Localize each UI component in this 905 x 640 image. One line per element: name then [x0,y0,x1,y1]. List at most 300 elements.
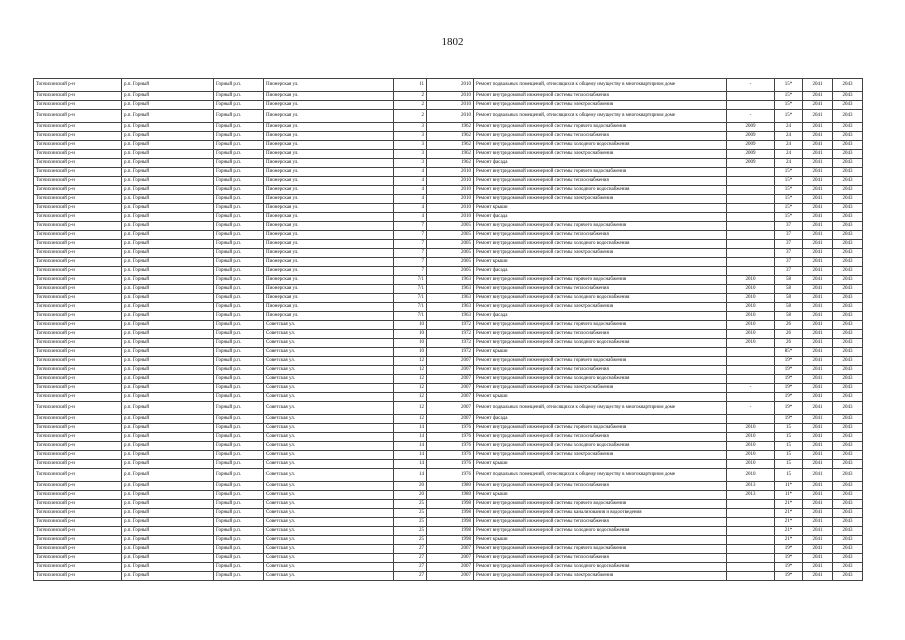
cell-settlement: р.п. Горный [122,222,214,231]
cell-period-end: 2043 [833,195,863,204]
cell-street: Советская ул. [264,375,394,384]
cell-work-type: Ремонт внутридомовой инженерной системы теплоснабжения [474,554,727,563]
cell-deadline: 58 [775,285,803,294]
cell-period-end: 2043 [833,79,863,92]
cell-build-year: 1980 [427,482,474,491]
cell-house: 27 [394,554,427,563]
cell-district: Топчихинский р-н [34,168,122,177]
cell-period-start: 2041 [803,348,833,357]
cell-last-repair [727,240,775,249]
cell-build-year: 2007 [427,572,474,581]
cell-district: Топчихинский р-н [34,92,122,101]
cell-district: Топчихинский р-н [34,330,122,339]
cell-settlement-type: Горный р.п. [214,79,264,92]
cell-build-year: 2010 [427,110,474,123]
cell-deadline: 24 [775,141,803,150]
cell-district: Топчихинский р-н [34,384,122,393]
cell-period-start: 2041 [803,159,833,168]
cell-district: Топчихинский р-н [34,357,122,366]
cell-period-end: 2043 [833,415,863,424]
table-row [34,442,863,451]
cell-last-repair: 2009 [727,123,775,132]
cell-street: Пионерская ул. [264,222,394,231]
cell-district: Топчихинский р-н [34,285,122,294]
cell-district: Топчихинский р-н [34,339,122,348]
table-row [34,469,863,482]
cell-deadline: 37 [775,249,803,258]
cell-work-type: Ремонт фасада [474,213,727,222]
cell-settlement-type: Горный р.п. [214,159,264,168]
cell-period-start: 2041 [803,460,833,469]
cell-settlement: р.п. Горный [122,442,214,451]
cell-build-year: 2010 [427,186,474,195]
cell-house: 10 [394,321,427,330]
cell-settlement: р.п. Горный [122,469,214,482]
cell-deadline: 21* [775,518,803,527]
cell-district: Топчихинский р-н [34,159,122,168]
cell-last-repair [727,267,775,276]
cell-house: 7 [394,240,427,249]
cell-district: Топчихинский р-н [34,110,122,123]
cell-district: Топчихинский р-н [34,222,122,231]
cell-work-type: Ремонт подвальных помещений, относящихся к общему имуществу в многоквартирном доме [474,79,727,92]
cell-street: Пионерская ул. [264,258,394,267]
cell-last-repair [727,509,775,518]
cell-period-end: 2043 [833,366,863,375]
cell-work-type: Ремонт крыши [474,536,727,545]
cell-district: Топчихинский р-н [34,132,122,141]
cell-district: Топчихинский р-н [34,545,122,554]
cell-settlement: р.п. Горный [122,563,214,572]
table-row [34,186,863,195]
cell-house: 2 [394,110,427,123]
cell-street: Пионерская ул. [264,195,394,204]
cell-street: Пионерская ул. [264,249,394,258]
table-row [34,366,863,375]
cell-street: Пионерская ул. [264,276,394,285]
cell-house: 14 [394,460,427,469]
cell-work-type: Ремонт внутридомовой инженерной системы холодного водоснабжения [474,442,727,451]
cell-settlement: р.п. Горный [122,204,214,213]
cell-period-end: 2043 [833,545,863,554]
cell-period-start: 2041 [803,572,833,581]
cell-last-repair [727,563,775,572]
cell-district: Топчихинский р-н [34,536,122,545]
cell-district: Топчихинский р-н [34,101,122,110]
cell-work-type: Ремонт внутридомовой инженерной системы теплоснабжения [474,177,727,186]
cell-district: Топчихинский р-н [34,258,122,267]
cell-settlement: р.п. Горный [122,348,214,357]
cell-settlement: р.п. Горный [122,123,214,132]
cell-settlement: р.п. Горный [122,491,214,500]
cell-work-type: Ремонт внутридомовой инженерной системы электроснабжения [474,451,727,460]
cell-settlement: р.п. Горный [122,321,214,330]
table-row [34,563,863,572]
cell-last-repair: 2010 [727,330,775,339]
cell-street: Советская ул. [264,554,394,563]
cell-work-type: Ремонт подвальных помещений, относящихся к общему имуществу в многоквартирном доме [474,402,727,415]
cell-period-end: 2043 [833,177,863,186]
cell-house: 3 [394,123,427,132]
cell-period-start: 2041 [803,442,833,451]
cell-street: Пионерская ул. [264,168,394,177]
cell-last-repair: 2010 [727,460,775,469]
cell-settlement: р.п. Горный [122,518,214,527]
cell-build-year: 2005 [427,249,474,258]
cell-last-repair [727,366,775,375]
cell-settlement-type: Горный р.п. [214,101,264,110]
cell-settlement-type: Горный р.п. [214,249,264,258]
cell-period-end: 2043 [833,500,863,509]
cell-settlement: р.п. Горный [122,460,214,469]
cell-period-start: 2041 [803,110,833,123]
cell-settlement: р.п. Горный [122,366,214,375]
cell-settlement-type: Горный р.п. [214,424,264,433]
cell-street: Советская ул. [264,424,394,433]
cell-period-start: 2041 [803,213,833,222]
cell-period-end: 2043 [833,393,863,402]
cell-last-repair [727,213,775,222]
cell-period-start: 2041 [803,415,833,424]
cell-settlement-type: Горный р.п. [214,563,264,572]
cell-settlement: р.п. Горный [122,168,214,177]
cell-deadline: 37 [775,231,803,240]
cell-last-repair: 2010 [727,312,775,321]
cell-build-year: 1972 [427,339,474,348]
cell-house: 2 [394,92,427,101]
cell-street: Пионерская ул. [264,132,394,141]
cell-work-type: Ремонт внутридомовой инженерной системы холодного водоснабжения [474,375,727,384]
cell-house: 12 [394,375,427,384]
cell-street: Советская ул. [264,339,394,348]
cell-deadline: 19* [775,415,803,424]
cell-street: Советская ул. [264,415,394,424]
cell-street: Пионерская ул. [264,213,394,222]
cell-work-type: Ремонт внутридомовой инженерной системы горячего водоснабжения [474,357,727,366]
cell-settlement-type: Горный р.п. [214,442,264,451]
cell-last-repair [727,101,775,110]
cell-street: Советская ул. [264,545,394,554]
cell-period-start: 2041 [803,276,833,285]
cell-district: Топчихинский р-н [34,563,122,572]
cell-district: Топчихинский р-н [34,276,122,285]
cell-period-end: 2043 [833,92,863,101]
table-row [34,402,863,415]
cell-build-year: 2005 [427,267,474,276]
cell-district: Топчихинский р-н [34,375,122,384]
cell-district: Топчихинский р-н [34,572,122,581]
cell-house: 7/1 [394,303,427,312]
table-row [34,123,863,132]
cell-deadline: 15* [775,110,803,123]
cell-work-type: Ремонт внутридомовой инженерной системы теплоснабжения [474,482,727,491]
cell-settlement: р.п. Горный [122,303,214,312]
cell-last-repair: 2013 [727,491,775,500]
table-body [34,79,863,581]
cell-build-year: 1963 [427,294,474,303]
cell-deadline: 37 [775,267,803,276]
cell-build-year: 2007 [427,415,474,424]
cell-settlement: р.п. Горный [122,258,214,267]
cell-house: 12 [394,366,427,375]
cell-build-year: 1972 [427,348,474,357]
table-row [34,213,863,222]
table-row [34,536,863,545]
cell-deadline: 15 [775,460,803,469]
cell-street: Советская ул. [264,536,394,545]
cell-period-start: 2041 [803,123,833,132]
cell-period-end: 2043 [833,572,863,581]
cell-settlement: р.п. Горный [122,110,214,123]
cell-deadline: 11* [775,491,803,500]
cell-settlement-type: Горный р.п. [214,312,264,321]
cell-deadline: 15* [775,195,803,204]
cell-work-type: Ремонт внутридомовой инженерной системы электроснабжения [474,384,727,393]
cell-period-end: 2043 [833,258,863,267]
table-row [34,424,863,433]
cell-work-type: Ремонт крыши [474,491,727,500]
cell-settlement: р.п. Горный [122,527,214,536]
cell-settlement-type: Горный р.п. [214,222,264,231]
cell-period-start: 2041 [803,563,833,572]
cell-work-type: Ремонт внутридомовой инженерной системы теплоснабжения [474,518,727,527]
cell-house: 12 [394,415,427,424]
cell-settlement: р.п. Горный [122,276,214,285]
cell-last-repair: 2010 [727,442,775,451]
cell-street: Советская ул. [264,572,394,581]
cell-build-year: 2005 [427,240,474,249]
cell-settlement-type: Горный р.п. [214,500,264,509]
table-row [34,357,863,366]
cell-build-year: 1962 [427,132,474,141]
cell-period-end: 2043 [833,294,863,303]
cell-settlement-type: Горный р.п. [214,469,264,482]
cell-settlement-type: Горный р.п. [214,294,264,303]
cell-deadline: 58 [775,294,803,303]
cell-district: Топчихинский р-н [34,186,122,195]
cell-deadline: 15* [775,186,803,195]
cell-deadline: 26 [775,321,803,330]
cell-district: Топчихинский р-н [34,433,122,442]
cell-settlement-type: Горный р.п. [214,240,264,249]
table-row [34,312,863,321]
table-row [34,195,863,204]
cell-work-type: Ремонт внутридомовой инженерной системы теплоснабжения [474,132,727,141]
cell-street: Советская ул. [264,330,394,339]
cell-build-year: 2007 [427,545,474,554]
cell-house: 25 [394,500,427,509]
table-row [34,204,863,213]
cell-settlement-type: Горный р.п. [214,258,264,267]
cell-build-year: 1963 [427,285,474,294]
cell-period-end: 2043 [833,267,863,276]
cell-street: Советская ул. [264,433,394,442]
cell-period-end: 2043 [833,321,863,330]
cell-street: Советская ул. [264,442,394,451]
cell-settlement-type: Горный р.п. [214,415,264,424]
cell-district: Топчихинский р-н [34,451,122,460]
cell-period-end: 2043 [833,330,863,339]
cell-work-type: Ремонт крыши [474,348,727,357]
cell-build-year: 1962 [427,141,474,150]
cell-settlement: р.п. Горный [122,572,214,581]
cell-period-start: 2041 [803,249,833,258]
table-row [34,527,863,536]
cell-house: 14 [394,469,427,482]
cell-settlement-type: Горный р.п. [214,384,264,393]
cell-district: Топчихинский р-н [34,509,122,518]
table-row [34,321,863,330]
cell-settlement: р.п. Горный [122,177,214,186]
cell-period-end: 2043 [833,554,863,563]
cell-last-repair [727,222,775,231]
cell-last-repair [727,177,775,186]
cell-settlement-type: Горный р.п. [214,150,264,159]
cell-street: Пионерская ул. [264,285,394,294]
cell-period-start: 2041 [803,469,833,482]
cell-work-type: Ремонт внутридомовой инженерной системы горячего водоснабжения [474,321,727,330]
cell-house: 25 [394,518,427,527]
cell-period-start: 2041 [803,321,833,330]
cell-last-repair: 2013 [727,482,775,491]
cell-settlement-type: Горный р.п. [214,433,264,442]
cell-period-end: 2043 [833,509,863,518]
cell-settlement-type: Горный р.п. [214,330,264,339]
cell-settlement: р.п. Горный [122,500,214,509]
cell-settlement-type: Горный р.п. [214,110,264,123]
cell-house: 7 [394,222,427,231]
table-row [34,177,863,186]
cell-house: 25 [394,536,427,545]
table-row [34,375,863,384]
cell-work-type: Ремонт внутридомовой инженерной системы холодного водоснабжения [474,294,727,303]
cell-build-year: 1963 [427,303,474,312]
cell-period-start: 2041 [803,204,833,213]
cell-settlement: р.п. Горный [122,482,214,491]
table-row [34,258,863,267]
cell-house: 4 [394,213,427,222]
cell-period-start: 2041 [803,177,833,186]
cell-settlement-type: Горный р.п. [214,321,264,330]
cell-house: 12 [394,393,427,402]
cell-deadline: 26 [775,330,803,339]
cell-settlement-type: Горный р.п. [214,554,264,563]
cell-house: 25 [394,527,427,536]
cell-street: Пионерская ул. [264,294,394,303]
cell-period-start: 2041 [803,258,833,267]
cell-district: Топчихинский р-н [34,303,122,312]
table-row [34,249,863,258]
cell-settlement-type: Горный р.п. [214,402,264,415]
cell-period-end: 2043 [833,469,863,482]
cell-work-type: Ремонт крыши [474,393,727,402]
cell-period-end: 2043 [833,339,863,348]
cell-period-start: 2041 [803,518,833,527]
cell-build-year: 2007 [427,357,474,366]
cell-district: Топчихинский р-н [34,415,122,424]
cell-last-repair: 2010 [727,294,775,303]
cell-deadline: 19* [775,384,803,393]
cell-settlement: р.п. Горный [122,285,214,294]
cell-deadline: 37 [775,240,803,249]
table-row [34,79,863,92]
cell-last-repair [727,231,775,240]
page-number: 1802 [441,36,464,48]
cell-work-type: Ремонт внутридомовой инженерной системы электроснабжения [474,572,727,581]
cell-deadline: 21* [775,509,803,518]
cell-last-repair: - [727,79,775,92]
cell-work-type: Ремонт внутридомовой инженерной системы теплоснабжения [474,366,727,375]
cell-last-repair [727,195,775,204]
cell-deadline: 37 [775,222,803,231]
cell-period-start: 2041 [803,393,833,402]
cell-build-year: 1976 [427,433,474,442]
cell-last-repair [727,545,775,554]
cell-settlement: р.п. Горный [122,509,214,518]
cell-build-year: 2010 [427,168,474,177]
cell-period-start: 2041 [803,240,833,249]
cell-settlement-type: Горный р.п. [214,213,264,222]
cell-work-type: Ремонт внутридомовой инженерной системы горячего водоснабжения [474,424,727,433]
cell-work-type: Ремонт внутридомовой инженерной системы электроснабжения [474,150,727,159]
cell-last-repair: 2010 [727,339,775,348]
cell-build-year: 1976 [427,442,474,451]
cell-district: Топчихинский р-н [34,79,122,92]
cell-last-repair [727,92,775,101]
cell-period-start: 2041 [803,150,833,159]
cell-street: Советская ул. [264,366,394,375]
cell-work-type: Ремонт внутридомовой инженерной системы горячего водоснабжения [474,276,727,285]
repair-schedule-table [33,78,863,581]
cell-work-type: Ремонт внутридомовой инженерной системы теплоснабжения [474,330,727,339]
cell-work-type: Ремонт крыши [474,460,727,469]
cell-settlement: р.п. Горный [122,101,214,110]
cell-deadline: 15* [775,101,803,110]
cell-district: Топчихинский р-н [34,402,122,415]
cell-build-year: 1962 [427,159,474,168]
cell-house: 7 [394,249,427,258]
cell-street: Пионерская ул. [264,92,394,101]
cell-house: 7/1 [394,312,427,321]
cell-period-start: 2041 [803,330,833,339]
cell-last-repair: 2009 [727,141,775,150]
table-row [34,482,863,491]
cell-district: Топчихинский р-н [34,482,122,491]
cell-period-start: 2041 [803,366,833,375]
cell-house: 3 [394,159,427,168]
cell-house: 4 [394,177,427,186]
cell-settlement: р.п. Горный [122,357,214,366]
cell-settlement: р.п. Горный [122,249,214,258]
table-row [34,393,863,402]
cell-deadline: 26 [775,339,803,348]
cell-last-repair [727,258,775,267]
cell-district: Топчихинский р-н [34,469,122,482]
cell-settlement: р.п. Горный [122,451,214,460]
cell-house: 11 [394,79,427,92]
cell-build-year: 1998 [427,518,474,527]
cell-build-year: 2010 [427,213,474,222]
cell-deadline: 37 [775,258,803,267]
cell-settlement: р.п. Горный [122,132,214,141]
cell-deadline: 21* [775,500,803,509]
cell-settlement-type: Горный р.п. [214,357,264,366]
table-row [34,110,863,123]
table-row [34,231,863,240]
cell-period-start: 2041 [803,267,833,276]
cell-period-end: 2043 [833,303,863,312]
cell-settlement: р.п. Горный [122,312,214,321]
